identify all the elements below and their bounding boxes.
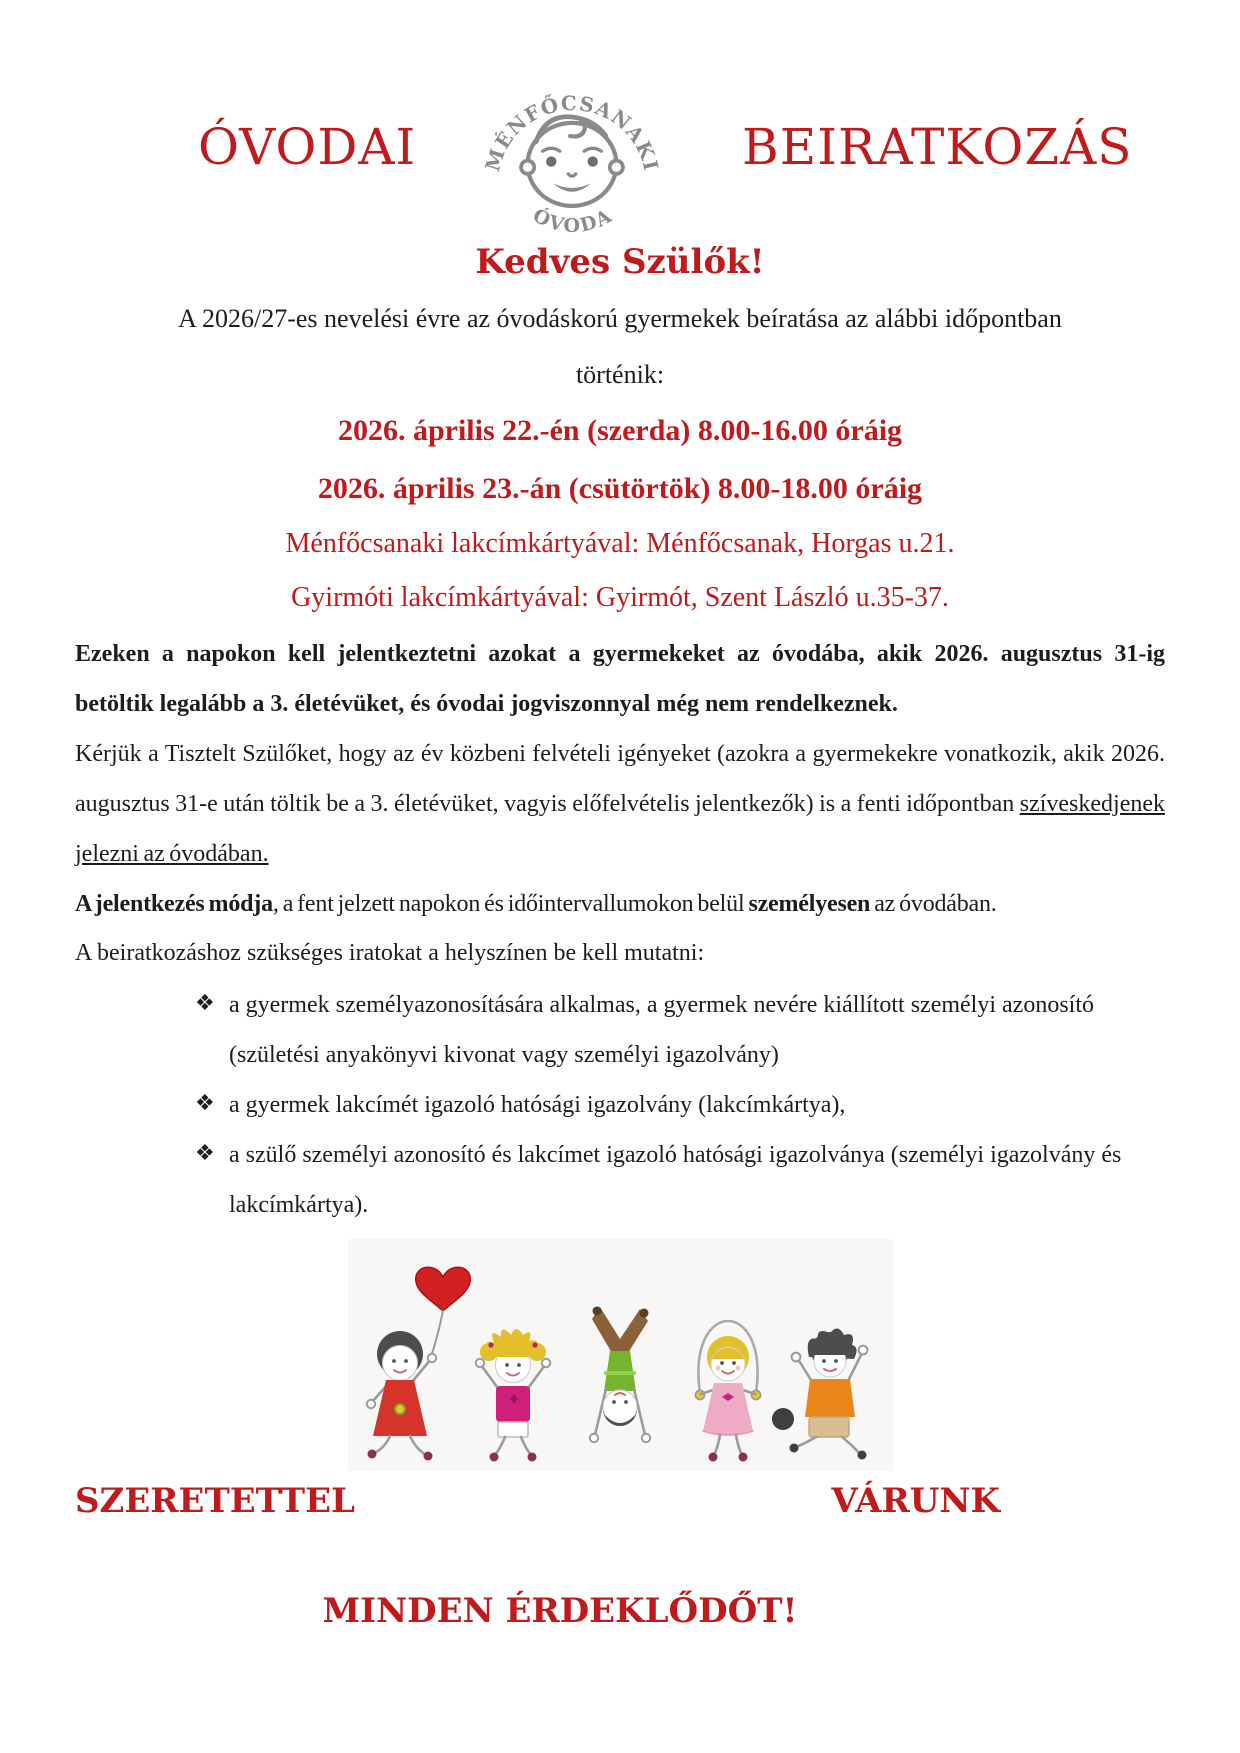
intro-text-line2: történik: bbox=[575, 360, 665, 389]
child-face-logo-icon bbox=[478, 70, 666, 238]
location-gyirmot: Gyirmóti lakcímkártyával: Gyirmót, Szent László u.35-37. bbox=[291, 582, 949, 613]
footer-right-text: VÁRUNK bbox=[831, 1480, 1000, 1521]
intro-text-line1: A 2026/27-es nevelési évre az óvodáskorú gyermekek beíratása az alábbi időpontban bbox=[178, 304, 1062, 333]
footer-bottom-text: MINDEN ÉRDEKLŐDŐT! bbox=[322, 1590, 798, 1631]
list-item bbox=[75, 1081, 1165, 1131]
method-text-tail: az óvodában. bbox=[870, 890, 997, 917]
list-item bbox=[75, 1131, 1165, 1231]
kindergarten-logo bbox=[478, 70, 666, 238]
enrollment-date-2: 2026. április 23.-án (csütörtök) 8.00-18.00 óráig bbox=[317, 472, 923, 505]
diamond-bullet-icon: ❖ bbox=[195, 1141, 215, 1167]
midyear-paragraph bbox=[75, 730, 1165, 880]
midyear-text: Kérjük a Tisztelt Szülőket, hogy az év közbeni felvételi igényeket (azokra a gyermekekre vonatkozik, akik 2026. augusztus 31-e után töltik be a 3. életévüket, vagyis előfelvételis jelentkezők) is a fenti időpontban bbox=[75, 740, 1165, 817]
children-playing-image bbox=[348, 1239, 893, 1471]
method-text: , a fent jelzett napokon és időintervallumokon belül bbox=[272, 890, 749, 917]
method-bold-inperson: személyesen bbox=[748, 890, 871, 917]
diamond-bullet-icon: ❖ bbox=[195, 1091, 215, 1117]
method-bold-lead: A jelentkezés módja bbox=[75, 890, 273, 917]
required-documents-list bbox=[75, 981, 1165, 1231]
documents-intro-paragraph: A beiratkozáshoz szükséges iratokat a helyszínen be kell mutatni: bbox=[75, 940, 705, 967]
midyear-underlined-text: szíveskedjenek jelezni az óvodában. bbox=[75, 790, 1165, 867]
footer-row bbox=[0, 1481, 1240, 1521]
location-menfocsanak: Ménfőcsanaki lakcímkártyával: Ménfőcsanak, Horgas u.21. bbox=[285, 528, 955, 559]
list-item-text: a gyermek személyazonosítására alkalmas, a gyermek nevére kiállított személyi azonosító (születési anyakönyvi kivonat vagy személyi igazolvány) bbox=[229, 992, 1094, 1069]
logo-arc-text-bottom: ÓVODA bbox=[529, 204, 617, 237]
body-copy bbox=[0, 630, 1240, 1231]
page-title-left: ÓVODAI bbox=[198, 118, 417, 176]
logo-arc-text-top: MÉNFŐCSANAKI bbox=[480, 90, 664, 175]
children-playing-illustration bbox=[348, 1239, 893, 1471]
method-paragraph bbox=[75, 880, 1165, 930]
diamond-bullet-icon: ❖ bbox=[195, 991, 215, 1017]
page-title-right: BEIRATKOZÁS bbox=[742, 118, 1133, 176]
footer-left-text: SZERETETTEL bbox=[75, 1480, 355, 1521]
greeting-heading: Kedves Szülők! bbox=[475, 242, 765, 282]
list-item-text: a gyermek lakcímét igazoló hatósági igazolvány (lakcímkártya), bbox=[229, 1092, 846, 1119]
enrollment-date-1: 2026. április 22.-én (szerda) 8.00-16.00 óráig bbox=[337, 414, 903, 447]
svg-text:ÓVODA bbox=[529, 204, 616, 237]
intro-section bbox=[0, 242, 1240, 614]
list-item bbox=[75, 981, 1165, 1081]
eligibility-paragraph: Ezeken a napokon kell jelentkeztetni azokat a gyermekeket az óvodába, akik 2026. augusztus 31-ig betöltik legalább a 3. életévüket, és óvodai jogviszonnyal még nem rendelkeznek. bbox=[75, 641, 1165, 717]
list-item-text: a szülő személyi azonosító és lakcímet igazoló hatósági igazolványa (személyi igazolvány és lakcímkártya). bbox=[229, 1142, 1122, 1218]
header bbox=[0, 0, 1240, 238]
